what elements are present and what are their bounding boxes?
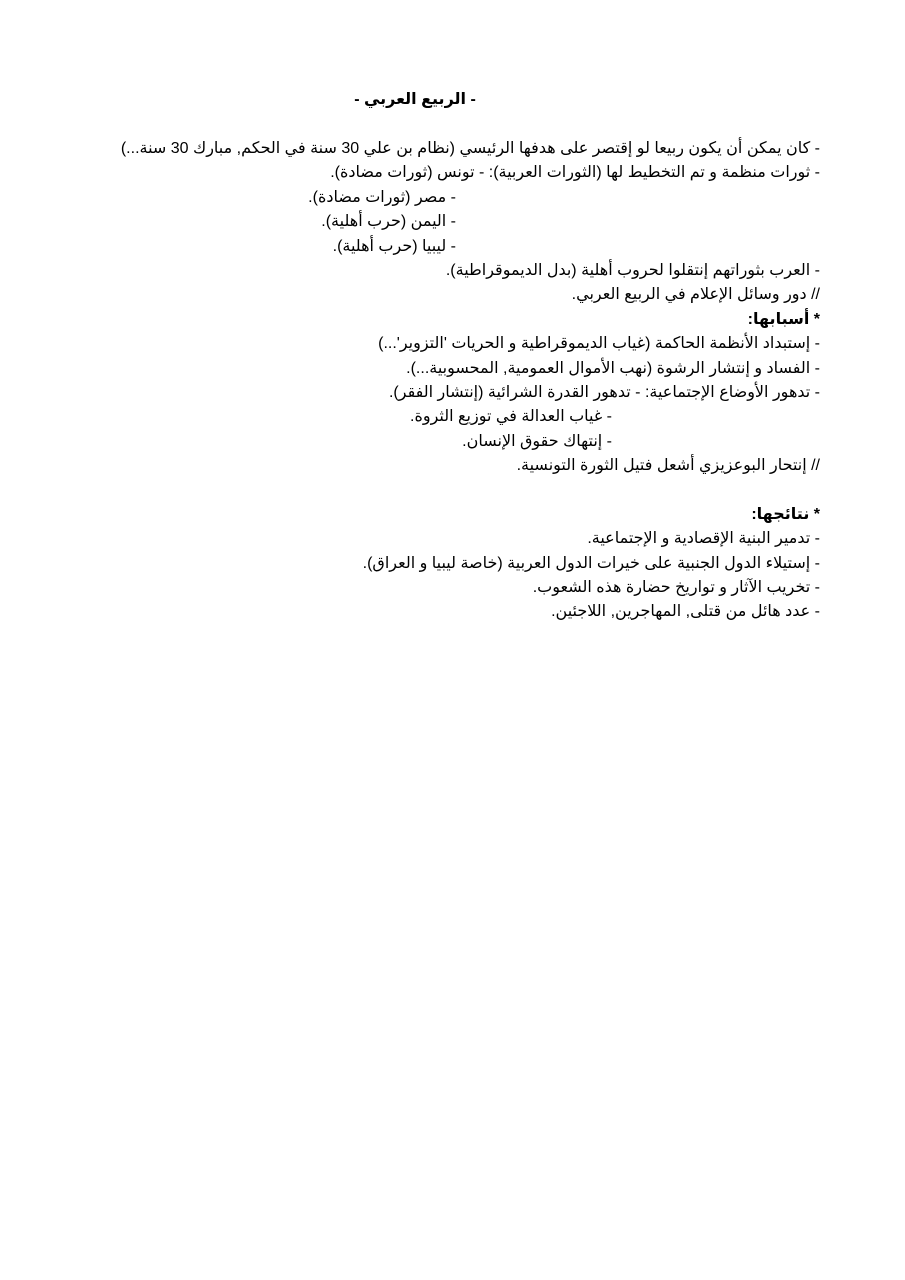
document-body <box>60 137 820 625</box>
text-line: - عدد هائل من قتلى, المهاجرين, اللاجئين. <box>551 603 820 621</box>
text-line: - ليبيا (حرب أهلية). <box>332 237 456 255</box>
text-line: - إستيلاء الدول الجنبية على خيرات الدول العربية (خاصة ليبيا و العراق). <box>362 554 820 572</box>
text-line: - غياب العدالة في توزيع الثروة. <box>410 408 612 426</box>
section-heading: * أسبابها: <box>747 310 820 328</box>
text-line: - إنتهاك حقوق الإنسان. <box>462 432 612 450</box>
blank-line <box>60 478 820 502</box>
text-line: - ثورات منظمة و تم التخطيط لها (الثورات العربية): - تونس (ثورات مضادة). <box>330 164 820 182</box>
text-line: - كان يمكن أن يكون ربيعا لو إقتصر على هدفها الرئيسي (نظام بن علي 30 سنة في الحكم, مبارك 30 سنة...) <box>120 140 820 157</box>
text-line: - اليمن (حرب أهلية). <box>321 213 456 231</box>
document-title: - الربيع العربي - <box>354 91 476 108</box>
text-line: // إنتحار البوعزيزي أشعل فتيل الثورة التونسية. <box>516 457 820 475</box>
section-heading: * نتائجها: <box>751 505 820 523</box>
text-line: - العرب بثوراتهم إنتقلوا لحروب أهلية (بدل الديموقراطية). <box>445 261 820 279</box>
text-line: - تدمير البنية الإقصادية و الإجتماعية. <box>587 530 820 548</box>
text-line: - تخريب الآثار و تواريخ حضارة هذه الشعوب. <box>532 579 820 597</box>
text-line: - إستبداد الأنظمة الحاكمة (غياب الديموقراطية و الحريات 'التزوير'...) <box>378 335 820 353</box>
text-line: - مصر (ثورات مضادة). <box>308 188 456 206</box>
text-line: - الفساد و إنتشار الرشوة (نهب الأموال العمومية, المحسوبية...). <box>406 359 820 377</box>
text-line: // دور وسائل الإعلام في الربيع العربي. <box>571 286 820 304</box>
text-line: - تدهور الأوضاع الإجتماعية: - تدهور القدرة الشرائية (إنتشار الفقر). <box>388 383 820 401</box>
